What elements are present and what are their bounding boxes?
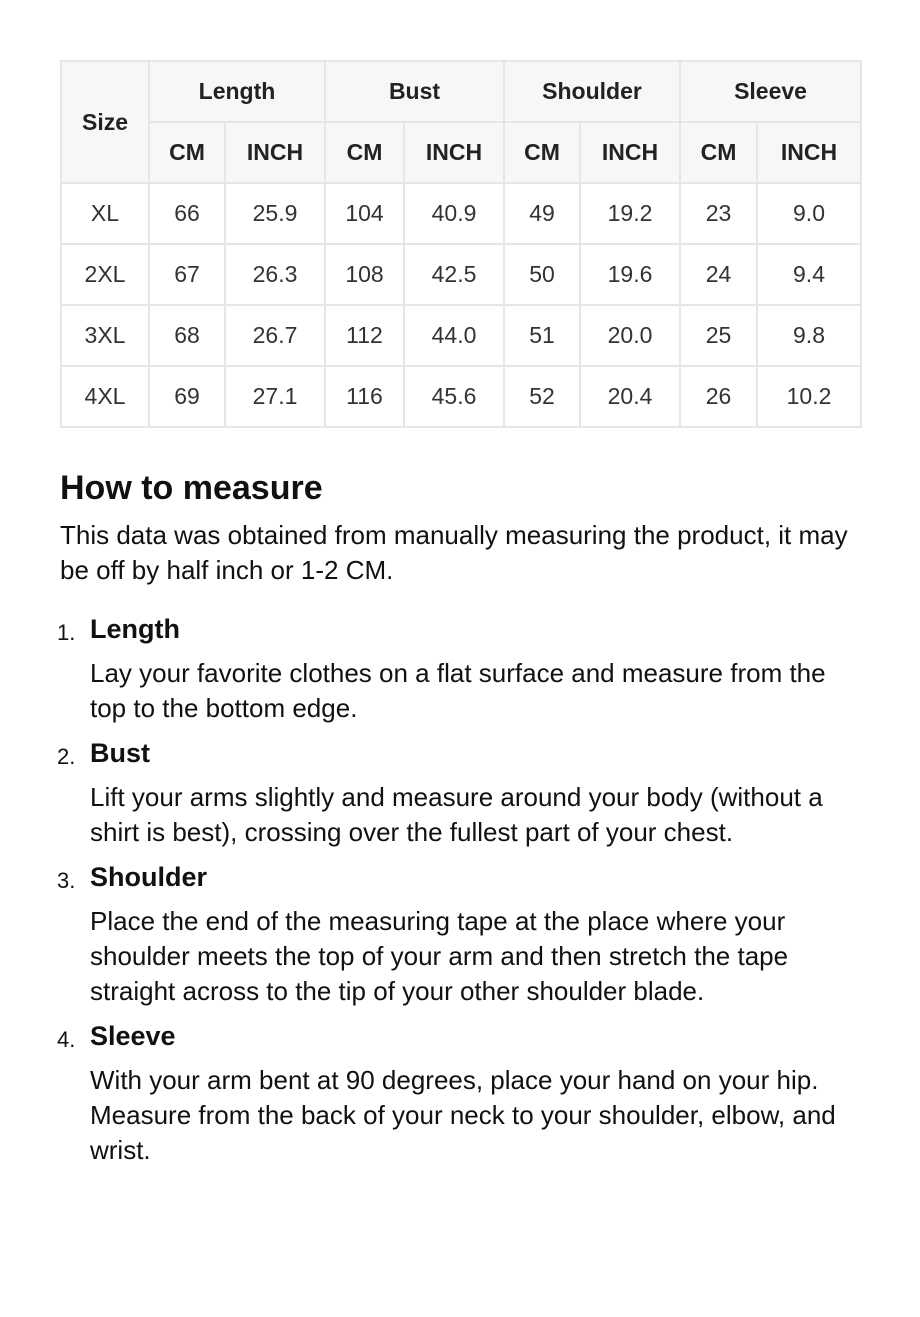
table-cell: 26 xyxy=(680,366,757,427)
table-cell: 116 xyxy=(325,366,404,427)
unit-header: INCH xyxy=(404,122,504,183)
table-cell: 10.2 xyxy=(757,366,861,427)
table-cell: 69 xyxy=(149,366,225,427)
table-cell: 50 xyxy=(504,244,580,305)
group-header-bust: Bust xyxy=(325,61,504,122)
table-cell: 9.8 xyxy=(757,305,861,366)
table-cell: 45.6 xyxy=(404,366,504,427)
table-cell: 108 xyxy=(325,244,404,305)
unit-header: INCH xyxy=(225,122,325,183)
step-text: Lay your favorite clothes on a flat surface and measure from the top to the bottom edge. xyxy=(90,658,826,723)
size-cell: 2XL xyxy=(61,244,149,305)
unit-header: CM xyxy=(149,122,225,183)
size-cell: 4XL xyxy=(61,366,149,427)
table-cell: 26.7 xyxy=(225,305,325,366)
list-item xyxy=(57,736,860,850)
table-cell: 104 xyxy=(325,183,404,244)
table-cell: 44.0 xyxy=(404,305,504,366)
unit-header: INCH xyxy=(757,122,861,183)
table-cell: 20.0 xyxy=(580,305,680,366)
table-cell: 26.3 xyxy=(225,244,325,305)
table-cell: 112 xyxy=(325,305,404,366)
unit-header: CM xyxy=(325,122,404,183)
table-row xyxy=(61,244,861,305)
table-row xyxy=(61,366,861,427)
list-item xyxy=(57,612,860,726)
measure-steps-list xyxy=(57,612,860,1168)
table-cell: 49 xyxy=(504,183,580,244)
table-cell: 27.1 xyxy=(225,366,325,427)
table-cell: 42.5 xyxy=(404,244,504,305)
list-item xyxy=(57,1019,860,1168)
step-number: 4. xyxy=(57,1027,76,1052)
table-cell: 19.6 xyxy=(580,244,680,305)
table-cell: 68 xyxy=(149,305,225,366)
unit-header: CM xyxy=(504,122,580,183)
table-header-row-groups xyxy=(61,61,861,122)
group-header-sleeve: Sleeve xyxy=(680,61,861,122)
table-cell: 23 xyxy=(680,183,757,244)
table-cell: 51 xyxy=(504,305,580,366)
step-title: Shoulder xyxy=(90,862,208,892)
how-to-measure-title: How to measure xyxy=(60,469,323,507)
step-number: 1. xyxy=(57,620,76,645)
step-title: Sleeve xyxy=(90,1021,176,1051)
size-cell: 3XL xyxy=(61,305,149,366)
table-row xyxy=(61,305,861,366)
size-chart-page xyxy=(57,60,860,1178)
table-cell: 24 xyxy=(680,244,757,305)
unit-header: INCH xyxy=(580,122,680,183)
table-row xyxy=(61,183,861,244)
list-item xyxy=(57,860,860,1009)
size-cell: XL xyxy=(61,183,149,244)
table-cell: 52 xyxy=(504,366,580,427)
step-title: Bust xyxy=(90,738,150,768)
group-header-length: Length xyxy=(149,61,325,122)
table-cell: 20.4 xyxy=(580,366,680,427)
step-number: 2. xyxy=(57,744,76,769)
step-text: Lift your arms slightly and measure around your body (without a shirt is best), crossing over the fullest part of your chest. xyxy=(90,782,823,847)
table-cell: 25.9 xyxy=(225,183,325,244)
table-cell: 40.9 xyxy=(404,183,504,244)
table-cell: 9.4 xyxy=(757,244,861,305)
step-title: Length xyxy=(90,614,180,644)
size-table xyxy=(60,60,862,428)
table-cell: 9.0 xyxy=(757,183,861,244)
step-text: With your arm bent at 90 degrees, place your hand on your hip. Measure from the back of your neck to your shoulder, elbow, and wrist. xyxy=(90,1065,836,1165)
how-to-measure-intro: This data was obtained from manually measuring the product, it may be off by half inch or 1-2 CM. xyxy=(60,520,848,585)
step-text: Place the end of the measuring tape at the place where your shoulder meets the top of your arm and then stretch the tape straight across to the tip of your other shoulder blade. xyxy=(90,906,789,1006)
table-cell: 66 xyxy=(149,183,225,244)
table-cell: 19.2 xyxy=(580,183,680,244)
step-number: 3. xyxy=(57,868,76,893)
unit-header: CM xyxy=(680,122,757,183)
table-cell: 25 xyxy=(680,305,757,366)
group-header-shoulder: Shoulder xyxy=(504,61,680,122)
size-header: Size xyxy=(61,61,149,183)
table-header-row-units xyxy=(61,122,861,183)
table-cell: 67 xyxy=(149,244,225,305)
